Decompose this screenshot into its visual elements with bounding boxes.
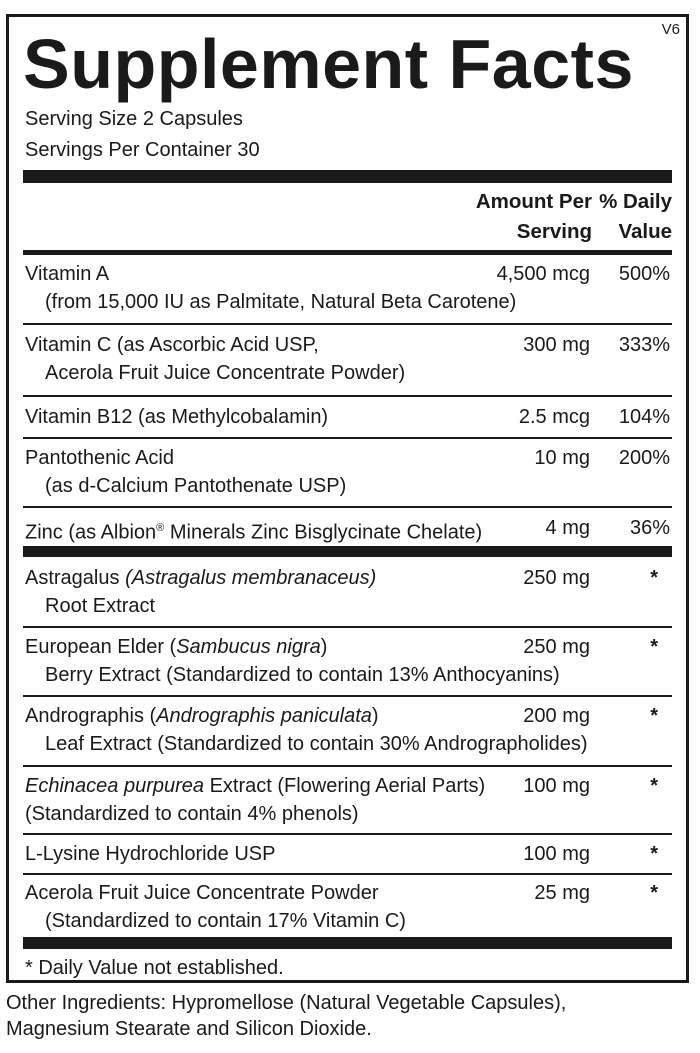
row-divider bbox=[23, 873, 672, 875]
row-divider bbox=[23, 765, 672, 767]
daily-value-footnote: * Daily Value not established. bbox=[25, 957, 284, 979]
row-divider bbox=[23, 437, 672, 439]
servings-per-container: Servings Per Container 30 bbox=[25, 139, 260, 161]
row-divider bbox=[23, 506, 672, 508]
panel-title: Supplement Facts bbox=[23, 25, 634, 103]
row-divider bbox=[23, 395, 672, 397]
supplement-facts-panel: V6 Supplement Facts Serving Size 2 Capsules Servings Per Container 30 Amount Per Serving % Daily Value Vitamin A (from 15,000 IU as Palmitate, Natural Beta Carotene) 4,500 mcg 500% Vitamin C (as Ascorbic Acid USP, Acerola Fruit Juice Concentrate Powder) 300 mg 333% Vitamin B12 (as Methylcobalamin) 2.5 mcg 104% Pantothenic Acid (as d-Calcium Pantothenate USP) 10 mg 200% Zinc (as Albion® Minerals Zinc Bisglycinate Chelate) 4 mg 36% Astragalus (Astragalus membranaceus) Root Extract 250 mg * European Elder (Sambucus nigra) Berry Extract (Standardized to contain 13% Anthocyanins) 250 mg * Andrographis (Andrographis paniculata) Leaf Extract (Standardized to contain 30% Andrographolides) 200 mg * Echinacea purpurea Extract (Flowering Aerial Parts) (Standardized to contain 4% phenols) 100 mg * L-Lysine Hydrochloride USP 100 mg * Acerola Fruit Juice Concentrate Powder (Standardized to contain 17% Vitamin C) 25 mg * * Daily Value not established. bbox=[6, 14, 689, 983]
daily-value-header: % Daily Value bbox=[599, 190, 672, 243]
thick-rule-bottom bbox=[23, 937, 672, 949]
row-divider bbox=[23, 833, 672, 835]
medium-rule-header bbox=[23, 250, 672, 255]
thick-rule-top bbox=[23, 170, 672, 183]
row-divider bbox=[23, 695, 672, 697]
other-ingredients: Other Ingredients: Hypromellose (Natural Vegetable Capsules), Magnesium Stearate and Silicon Dioxide. bbox=[6, 992, 567, 1040]
version-code: V6 bbox=[661, 21, 680, 38]
row-divider bbox=[23, 323, 672, 325]
row-divider bbox=[23, 626, 672, 628]
thick-rule-middle bbox=[23, 546, 672, 557]
serving-size: Serving Size 2 Capsules bbox=[25, 108, 243, 130]
amount-header: Amount Per Serving bbox=[475, 190, 592, 243]
